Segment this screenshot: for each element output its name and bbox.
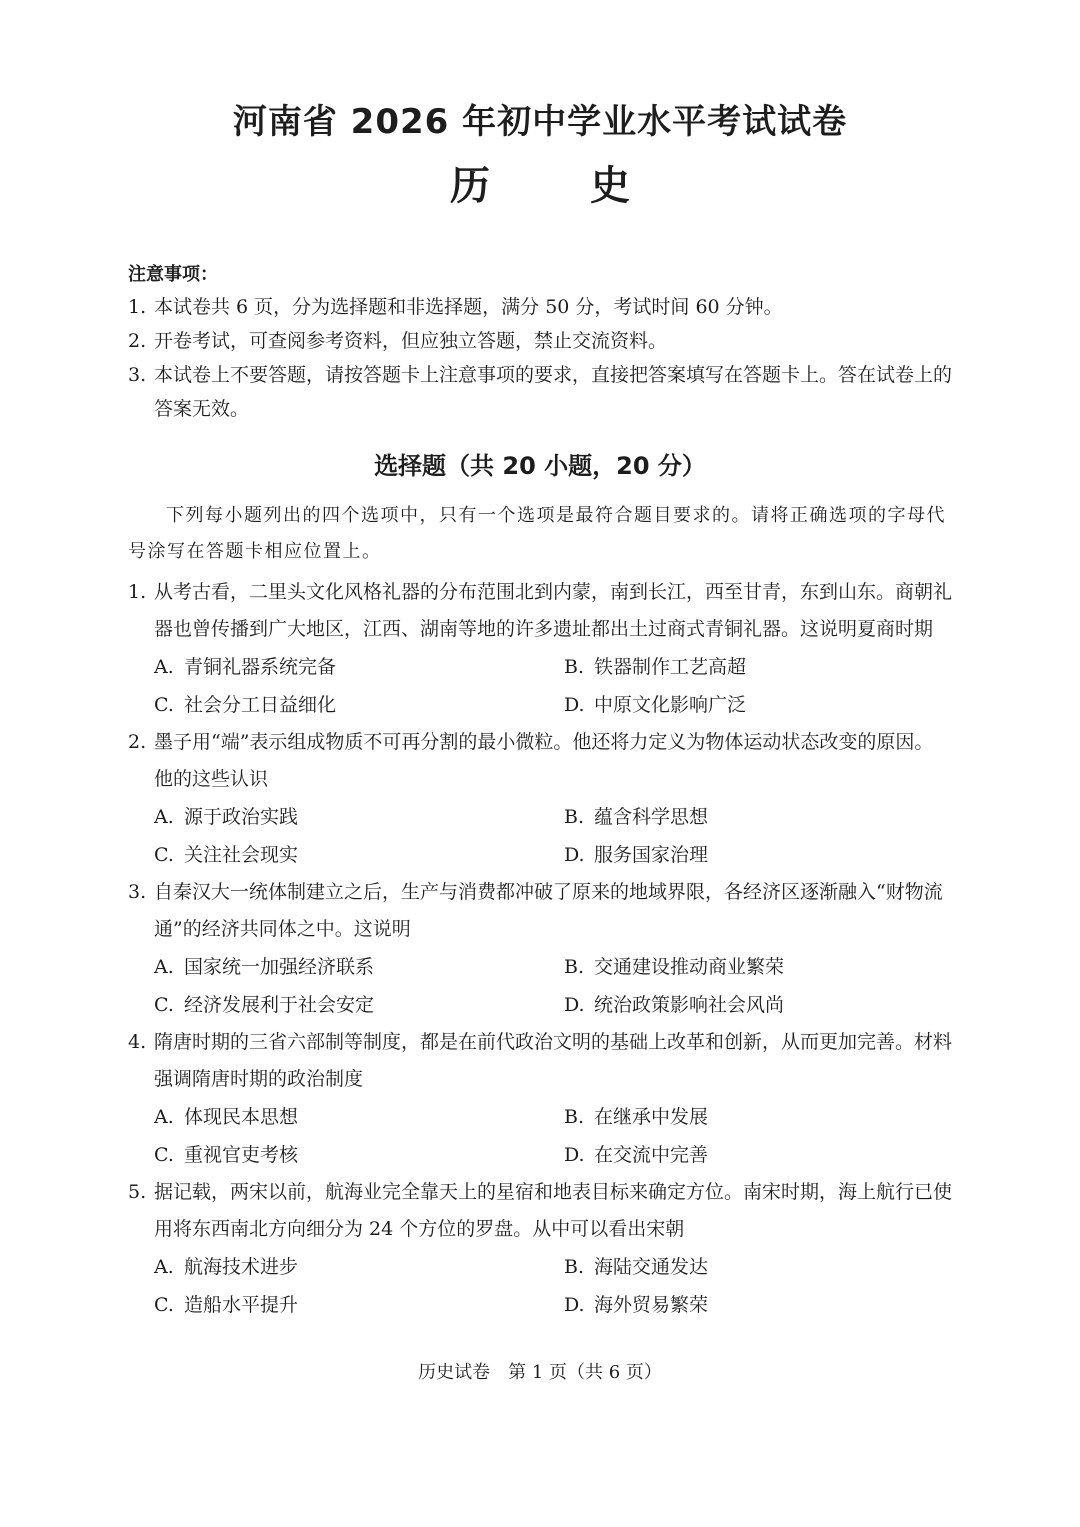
option-grid — [128, 648, 952, 724]
option-letter: D. — [564, 694, 585, 716]
option-letter: B. — [564, 1256, 585, 1278]
section-heading: 选择题（共 20 小题，20 分） — [374, 452, 706, 480]
question-text: 自秦汉大一统体制建立之后，生产与消费都冲破了原来的地域界限，各经济区逐渐融入“财物流通”的经济共同体之中。这说明 — [154, 881, 943, 940]
option-letter: A. — [154, 1256, 174, 1278]
option-d — [564, 686, 952, 724]
question-number: 3. — [128, 881, 147, 903]
option-b — [564, 1098, 952, 1136]
notice-title: 注意事项： — [128, 264, 218, 285]
subject-title: 历史 — [450, 163, 730, 209]
exam-title: 河南省 2026 年初中学业水平考试试卷 — [232, 102, 848, 142]
question-stem — [128, 574, 952, 648]
option-letter: C. — [154, 1294, 174, 1316]
notice-item-text: 本试卷共 6 页，分为选择题和非选择题，满分 50 分，考试时间 60 分钟。 — [154, 296, 783, 318]
option-letter: D. — [564, 1294, 585, 1316]
option-letter: D. — [564, 994, 585, 1016]
option-letter: B. — [564, 656, 585, 678]
option-b — [564, 798, 952, 836]
option-c — [154, 1136, 564, 1174]
option-text: 青铜礼器系统完备 — [184, 656, 337, 678]
option-text: 社会分工日益细化 — [184, 694, 337, 716]
option-letter: A. — [154, 1106, 174, 1128]
option-d — [564, 1136, 952, 1174]
option-letter: A. — [154, 956, 174, 978]
question-text: 据记载，两宋以前，航海业完全靠天上的星宿和地表目标来确定方位。南宋时期，海上航行已使用将东西南北方向细分为 24 个方位的罗盘。从中可以看出宋朝 — [154, 1181, 953, 1240]
question-text: 从考古看，二里头文化风格礼器的分布范围北到内蒙，南到长江，西至甘青，东到山东。商朝礼器也曾传播到广大地区，江西、湖南等地的许多遗址都出土过商式青铜礼器。这说明夏商时期 — [154, 581, 953, 640]
question-text: 隋唐时期的三省六部制等制度，都是在前代政治文明的基础上改革和创新，从而更加完善。材料强调隋唐时期的政治制度 — [154, 1031, 953, 1090]
option-text: 蕴含科学思想 — [594, 806, 709, 828]
section-instructions: 下列每小题列出的四个选项中，只有一个选项是最符合题目要求的。请将正确选项的字母代号涂写在答题卡相应位置上。 — [128, 505, 946, 562]
option-b — [564, 1248, 952, 1286]
question-stem — [128, 1024, 952, 1098]
option-c — [154, 836, 564, 874]
option-letter: D. — [564, 844, 585, 866]
notice-item-number: 2. — [128, 330, 147, 352]
option-letter: C. — [154, 694, 174, 716]
option-grid — [128, 1248, 952, 1324]
option-b — [564, 948, 952, 986]
question-number: 1. — [128, 581, 147, 603]
option-letter: C. — [154, 994, 174, 1016]
option-a — [154, 1248, 564, 1286]
option-text: 服务国家治理 — [594, 844, 709, 866]
option-text: 航海技术进步 — [184, 1256, 299, 1278]
question-list — [128, 574, 952, 1324]
question-stem — [128, 1174, 952, 1248]
option-letter: B. — [564, 956, 585, 978]
option-c — [154, 1286, 564, 1324]
option-a — [154, 1098, 564, 1136]
notice-item-number: 3. — [128, 364, 147, 386]
option-text: 海陆交通发达 — [594, 1256, 709, 1278]
option-text: 关注社会现实 — [184, 844, 299, 866]
option-text: 造船水平提升 — [184, 1294, 299, 1316]
option-grid — [128, 798, 952, 874]
option-a — [154, 798, 564, 836]
notice-item — [128, 358, 952, 426]
notice-item-text: 开卷考试，可查阅参考资料，但应独立答题，禁止交流资料。 — [154, 330, 668, 352]
question-5 — [128, 1174, 952, 1324]
option-text: 经济发展利于社会安定 — [184, 994, 375, 1016]
option-c — [154, 986, 564, 1024]
option-text: 国家统一加强经济联系 — [184, 956, 375, 978]
question-1 — [128, 574, 952, 724]
notice-section — [128, 260, 952, 426]
option-grid — [128, 948, 952, 1024]
option-letter: D. — [564, 1144, 585, 1166]
notice-item-number: 1. — [128, 296, 147, 318]
option-letter: B. — [564, 1106, 585, 1128]
option-d — [564, 986, 952, 1024]
question-stem — [128, 874, 952, 948]
option-letter: A. — [154, 806, 174, 828]
option-text: 在继承中发展 — [594, 1106, 709, 1128]
option-a — [154, 648, 564, 686]
question-number: 5. — [128, 1181, 147, 1203]
option-letter: C. — [154, 844, 174, 866]
option-d — [564, 836, 952, 874]
option-b — [564, 648, 952, 686]
option-text: 铁器制作工艺高超 — [594, 656, 747, 678]
option-text: 中原文化影响广泛 — [594, 694, 747, 716]
option-text: 源于政治实践 — [184, 806, 299, 828]
option-text: 体现民本思想 — [184, 1106, 299, 1128]
option-a — [154, 948, 564, 986]
option-grid — [128, 1098, 952, 1174]
option-text: 统治政策影响社会风尚 — [594, 994, 785, 1016]
option-text: 海外贸易繁荣 — [594, 1294, 709, 1316]
option-text: 在交流中完善 — [594, 1144, 709, 1166]
question-text: 墨子用“端”表示组成物质不可再分割的最小微粒。他还将力定义为物体运动状态改变的原因。他的这些认识 — [154, 731, 934, 790]
question-3 — [128, 874, 952, 1024]
notice-item — [128, 290, 952, 324]
option-d — [564, 1286, 952, 1324]
option-letter: A. — [154, 656, 174, 678]
option-c — [154, 686, 564, 724]
option-letter: B. — [564, 806, 585, 828]
option-letter: C. — [154, 1144, 174, 1166]
option-text: 交通建设推动商业繁荣 — [594, 956, 785, 978]
question-number: 4. — [128, 1031, 147, 1053]
notice-item — [128, 324, 952, 358]
question-stem — [128, 724, 952, 798]
question-2 — [128, 724, 952, 874]
question-4 — [128, 1024, 952, 1174]
option-text: 重视官吏考核 — [184, 1144, 299, 1166]
question-number: 2. — [128, 731, 147, 753]
notice-item-text: 本试卷上不要答题，请按答题卡上注意事项的要求，直接把答案填写在答题卡上。答在试卷上的答案无效。 — [154, 364, 953, 420]
page-footer: 历史试卷 第 1 页（共 6 页） — [418, 1362, 662, 1383]
